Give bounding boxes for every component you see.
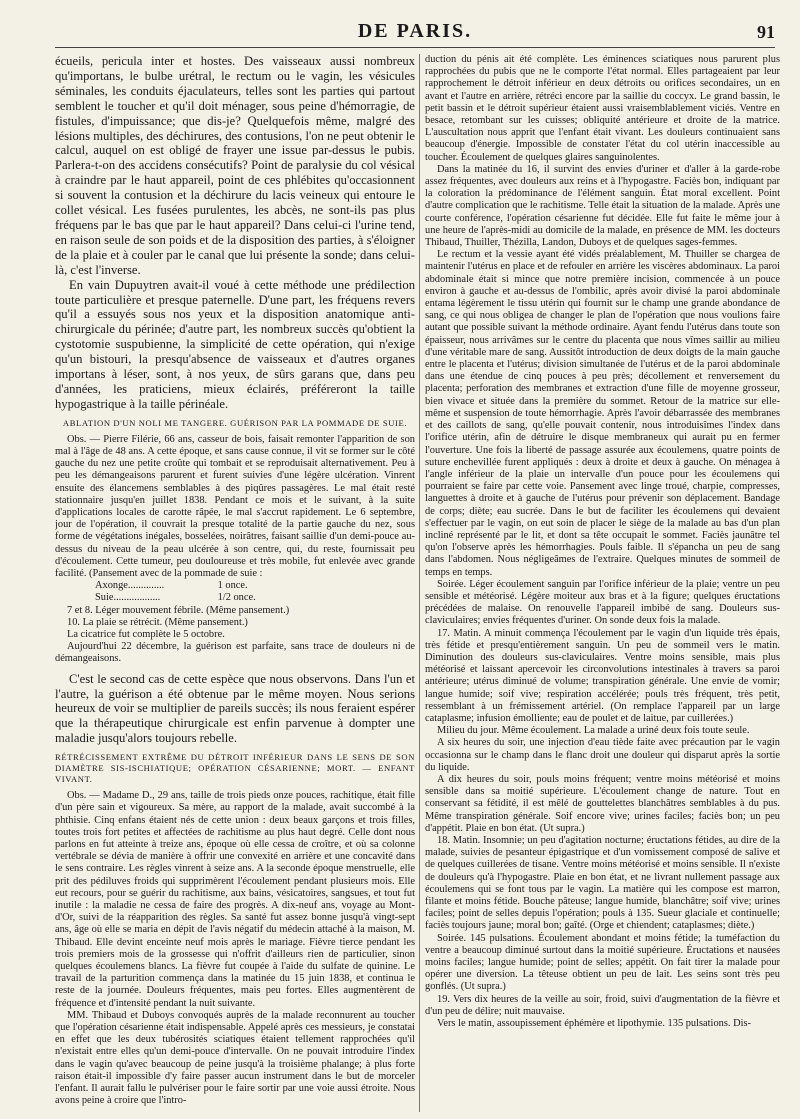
ingredient-name: Suie..................: [95, 592, 161, 604]
left-column: [55, 54, 415, 1112]
followup-line: Aujourd'hui 22 décembre, la guérison est parfaite, sans trace de douleurs ni de démangeaisons.: [55, 641, 415, 665]
header-rule: [55, 47, 775, 48]
observation-text: MM. Thibaud et Duboys convoqués auprès de la malade reconnurent au toucher que l'opération césarienne était indispensable. Appelé après ces messieurs, je constatai en effet que les deux tubérosités sciatiques étaient tellement rapprochées qu'il n'existait entre elles qu'un demi-pouce d'intervalle. On ne pouvait introduire l'index dans le vagin qu'avec beaucoup de peine jusqu'à la troisième phalange; à plus forte raison était-il impossible d'y faire passer aucun instrument dans le but de morceler l'enfant. Il aurait fallu le pulvériser pour le faire sortir par une voie aussi étroite. Nous avons peine à croire que l'intro-: [55, 1009, 415, 1107]
followup-line: 10. La plaie se rétrécit. (Même pansement.): [67, 616, 248, 628]
page-header: [55, 20, 775, 46]
paragraph: C'est le second cas de cette espèce que nous observons. Dans l'un et l'autre, la guérison a été obtenue par le même moyen. Nous serions heureux de voir se multiplier de pareils succès; ils nous feraient espérer que la thérapeutique chirurgicale est enfin parvenue à dompter une maladie jusqu'alors toujours rebelle.: [55, 671, 415, 746]
section-heading: ABLATION D'UN NOLI ME TANGERE. GUÉRISON PAR LA POMMADE DE SUIE.: [62, 417, 408, 428]
observation-text: duction du pénis ait été complète. Les éminences sciatiques nous parurent plus rapprochées du pubis que ne le comporte l'état normal. Elles partageaient par leur rapprochement le détroit inférieur en deux détroits ou orifices secondaires, un en avant et l'autre en arrière, rétréci encore par la saillie du coccyx. Le grand bassin, le petit bassin et le détroit supérieur étaient aussi vraisemblablement viciés. Ventre en besace, retombant sur les cuisses; obliquité antérieure et droite de la matrice. L'auscultation nous apprit que l'enfant était vivant. Les douleurs continuaient sans beaucoup d'énergie. Impossible de constater l'état du col utérin inaccessible au toucher. Écoulement de quelques glaires sanguinolentes.: [425, 54, 780, 163]
paragraph: écueils, pericula inter et hostes. Des vaisseaux aussi nombreux qu'importans, le bulbe urétral, le rectum ou le vagin, les vésicules séminales, les conduits éjaculateurs, telles sont les parties qui partout semblent le toucher et qu'il doit ménager, sous peine d'hémorragie, de fistules, d'impuissance; que dis-je? Quelquefois même, malgré des lésions multiples, des déchirures, des contusions, l'on ne peut obtenir le calcul, auquel on est obligé de frayer une issue par-dessus le pubis. Parlera-t-on des accidens consécutifs? Point de paralysie du col vésical à craindre par le haut appareil, point de ces phlébites qu'occasionnent si souvent la contusion et la déchirure du lacis veineux qui entoure le collet vésical. Les fusées purulentes, les abcès, ne sont-ils pas plus fréquens par le bas que par le haut appareil? Dans celui-ci l'urine tend, en raison seule de son poids et de la disposition des parties, à s'éloigner de la plaie et à couler par le canal que lui présente la sonde; dans celui-là, c'est l'inverse.: [55, 54, 415, 277]
right-column: [425, 54, 780, 1112]
observation-text: Le rectum et la vessie ayant été vidés préalablement, M. Thuiller se chargea de maintenir l'utérus en place et de refouler en arrière les viscères abdominaux. La paroi abdominale était si mince que notre première incision, commencée à un pouce environ à gauche et au-dessus de l'ombilic, après avoir divisé la paroi abdominale entama légèrement le tissu utérin qui fournit sur le champ une grande abondance de sang, ce qui nous obligea de changer le plan de l'opération que nous voulions faire autant que possible suivant la méthode ordinaire. Ayant fendu l'utérus dans toute son épaisseur, nous arrivâmes sur le centre du placenta que nous vîmes saillir au milieu d'une véritable mare de sang. Aussitôt introduction de deux doigts de la main gauche entre le placenta et l'utérus; division simultanée de l'utérus et de la paroi abdominale dans une étendue de cinq pouces à peu près; décollement et renversement du placenta; perforation des membranes et extraction d'une fille de moyenne grosseur, bien vivace et située dans la première du sommet. Retour de la matrice sur elle-même et suspension de toute hémorrhagie. Après l'avoir débarrassée des membranes et des caillots de sang, qu'elle pouvait contenir, nous introduisîmes l'index dans l'orifice utérin, afin de détruire le disque membraneux qui aurait pu en fermer l'ouverture. Une fois la liberté de passage assurée aux écoulemens, quatre points de suture enchevillée furent appliqués : deux à droite et deux à gauche. On ménagea à l'angle inférieur de la plaie un intervalle d'un pouce pour les écoulemens qui pourraient se faire par cette voie. Pansement avec linge troué, charpie, compresses, languettes à droite et à gauche de l'utérus pour prévenir son déplacement. Bandage de corps; diète; eau sucrée. Dans le but de faciliter les écoulemens qui devaient s'effectuer par le vagin, on eut soin de placer le siège de la malade au bas d'un plan incliné représenté par le lit, et dont sa tête occupait le sommet. Faciès jaunâtre tel qu'on l'observe après les hémorrhagies. Pouls faible. Il s'épancha un peu de sang dans l'abdomen. Nous négligeâmes de l'extraire. Quelques minutes de sommeil de temps en temps.: [425, 249, 780, 578]
observation-text: Obs. — Pierre Filérie, 66 ans, casseur de bois, faisait remonter l'apparition de son mal à l'âge de 48 ans. A cette époque, et sans cause connue, il vit se former sur le côté gauche du nez une petite croûte qui tombait et se reproduisait alternativement. Peu à peu les démangeaisons parurent et furent suivies d'une légère ulcération. Vinrent ensuite des élancemens semblables à des piqûres passagères. Le mal était resté stationnaire jusqu'en juillet 1838. Pendant ce mois et le suivant, à la suite d'applications locales de carotte râpée, le mal s'accrut rapidement. Le 6 septembre, jour de l'opération, il couvrait la presque totalité de la partie gauche du nez, sous forme de végétations inégales, bosselées, noirâtres, faisant saillie d'un demi-pouce au-dessus du niveau de la peau ulcérée à son centre, qui, du reste, fournissait peu d'écoulement. Cette tumeur, peu douloureuse et très mobile, fut enlevée avec grande facilité. (Pansement avec de la pommade de suie :: [55, 433, 415, 579]
prescription-line: [95, 580, 415, 592]
observation-text: A dix heures du soir, pouls moins fréquent; ventre moins météorisé et moins sensible dans sa moitié supérieure. L'écoulement change de nature. Tout en conservant sa fétidité, il est mêlé de gouttelettes blanchâtres semblables à du pus. Même transpiration générale. Soif encore vive; urines faciles; faciès bon; un peu d'appétit. Plaie en bon état. (Ut supra.): [425, 773, 780, 834]
running-title: DE PARIS.: [357, 20, 473, 42]
observation-text: 17. Matin. A minuit commença l'écoulement par le vagin d'un liquide très épais, très fétide et presqu'entièrement sanguin. Un peu de sommeil vers le matin. Diminution des douleurs sus-claviculaires. Ventre moins sensible, mais plus météorisé et laissant apercevoir les circonvolutions intestinales à travers sa paroi antérieure; utérus diminué de volume; transpiration générale. Une envie de vomir; langue humide; soif vive; respiration accélérée; pouls très fréquent, très petit, ressemblant à un frémissement artériel. (On remplace l'appareil par un large cataplasme; infusion émolliente; eau de poulet et de laitue, par cuillerées.): [425, 627, 780, 724]
observation-text: Vers le matin, assoupissement éphémère et lipothymie. 135 pulsations. Dis-: [437, 1018, 751, 1030]
followup-line: 7 et 8. Léger mouvement fébrile. (Même pansement.): [67, 604, 290, 616]
ingredient-quantity: 1/2 once.: [217, 592, 256, 604]
ingredient-quantity: 1 once.: [217, 580, 248, 592]
observation-text: Milieu du jour. Même écoulement. La malade a uriné deux fois toute seule.: [437, 725, 750, 737]
observation-text: Obs. — Madame D., 29 ans, taille de trois pieds onze pouces, rachitique, était fille d'un père sain et vigoureux. Sa mère, au rapport de la malade, avait succombé à la phthisie. Cinq enfans étaient nés de cette union : deux beaux garçons et trois filles, toutes trois fort petites et affectées de rachitisme au plus haut degré. Celle dont nous parlons en fut atteinte à treize ans, époque où elle cessa de croître, et où sa colonne vertébrale se dévia de manière à offrir une convexité en arrière et une concavité dans le sens contraire. Les règles vinrent à seize ans. A la seconde époque menstruelle, elle prit des pédiluves froids qui supprimèrent l'écoulement pendant plusieurs mois. Elle eut recours, pour se guérir du rachitisme, aux bains, vésicatoires, sangsues, et tout fut inutile : la maladie ne cessa de faire des progrès. A dix-neuf ans, voyage au Mont-d'Or, suivi de la réapparition des règles. Sa santé fut assez bonne jusqu'à vingt-sept ans, âge où elle se maria en dépit de l'avis négatif du médecin attaché à la maison, M. Thibaud. Elle devint enceinte neuf mois après le mariage. Fièvre tierce pendant les trois premiers mois de la grossesse qui n'offrit d'ailleurs rien de particulier, sinon quelques écoulemens blancs. La fièvre fut coupée à l'aide du sulfate de quinine. Le travail de la parturition commença dans la matinée du 15 juin 1838, et continua le reste de la journée. Douleurs fréquentes, mais peu fortes. Elles augmentèrent de fréquence et d'intensité pendant la nuit suivante.: [55, 790, 415, 1009]
paragraph: En vain Dupuytren avait-il voué à cette méthode une prédilection toute particulière et presque paternelle. D'une part, les fréquens revers qu'il a essuyés sous nos yeux et la disposition anatomique anti-chirurgicale du périnée; d'autre part, les nombreux succès qu'obtient la cystotomie suspubienne, la simplicité de cette opération, qui n'exige qu'un bistouri, la presqu'absence de vaisseaux et d'autres organes importans à léser, sont, à nos yeux, de sûrs garans que, dans peu d'années, les praticiens, mieux éclairés, préféreront la taille hypogastrique à la taille périnéale.: [55, 277, 415, 411]
observation-text: A six heures du soir, une injection d'eau tiède faite avec précaution par le vagin occasionna sur le champ dans le flanc droit une douleur qui disparut après la sortie du liquide.: [425, 737, 780, 773]
ingredient-name: Axonge..............: [95, 580, 165, 592]
followup-line: La cicatrice fut complète le 5 octobre.: [67, 629, 225, 640]
page-number: 91: [757, 22, 775, 42]
column-divider: [419, 54, 420, 1112]
observation-text: 19. Vers dix heures de la veille au soir, froid, suivi d'augmentation de la fièvre et d'un peu de délire; nuit mauvaise.: [425, 993, 780, 1017]
section-heading: RÉTRÉCISSEMENT EXTRÊME DU DÉTROIT INFÉRIEUR DANS LE SENS DE SON DIAMÈTRE SIS-ISCHIATIQUE; OPÉRATION CÉSARIENNE; MORT. — ENFANT VIVANT.: [55, 752, 415, 785]
observation-text: 18. Matin. Insomnie; un peu d'agitation nocturne; éructations fétides, au dire de la malade, suivies de pesanteur épigastrique et d'un vomissement composé de salive et de quelques cuillerées de tisane. Ventre moins météorisé et moins sensible. Il n'existe de douleurs qu'à l'hypogastre. Plaie en bon état, et ne livrant nullement passage aux écoulemens qui se font tous par le vagin. La matière qui les compose est marron, filante et moins fétide. Bouche pâteuse; langue humide, blanchâtre; soif vive; urines faciles; point de selles depuis l'opération; pouls à 135. Sueur glaciale et continuelle; faciès toujours jaune; moral bon; gaîté. (Orge et chiendent; cataplasmes; diète.): [425, 835, 780, 932]
observation-text: Soirée. 145 pulsations. Écoulement abondant et moins fétide; la tuméfaction du ventre a beaucoup diminué surtout dans la moitié supérieure. Éructations et nausées moins faciles; langue humide; point de selles; appétit. On fait tirer la malade pour opérer une diversion. La têteuse obtient un peu de lait. Les seins sont très peu gonflés. (Ut supra.): [425, 932, 780, 993]
observation-text: Dans la matinée du 16, il survint des envies d'uriner et d'aller à la garde-robe assez fréquentes, avec douleurs aux reins et à l'hypogastre. Faciès bon, indiquant par la coloration la prédominance de l'élément sanguin. État moral excellent. Point d'autre complication que le rachitisme. Telle était la situation de la malade. Après une courte conférence, l'opération césarienne fut décidée. Elle fut faite le même jour à une heure de l'après-midi au domicile de la malade, en présence de MM. les docteurs Thibaud, Thuiller, Thézilla, Landon, Duboys et de quelques sages-femmes.: [425, 163, 780, 249]
prescription-line: [95, 592, 415, 604]
observation-text: Soirée. Léger écoulement sanguin par l'orifice inférieur de la plaie; ventre un peu sensible et météorisé. Légère moiteur aux bras et à la figure; quelques éructations précédées de malaise. On renouvelle l'appareil imbibé de sang. Douleurs sus-claviculaires; envies fréquentes d'uriner. On sonde deux fois la malade.: [425, 578, 780, 627]
